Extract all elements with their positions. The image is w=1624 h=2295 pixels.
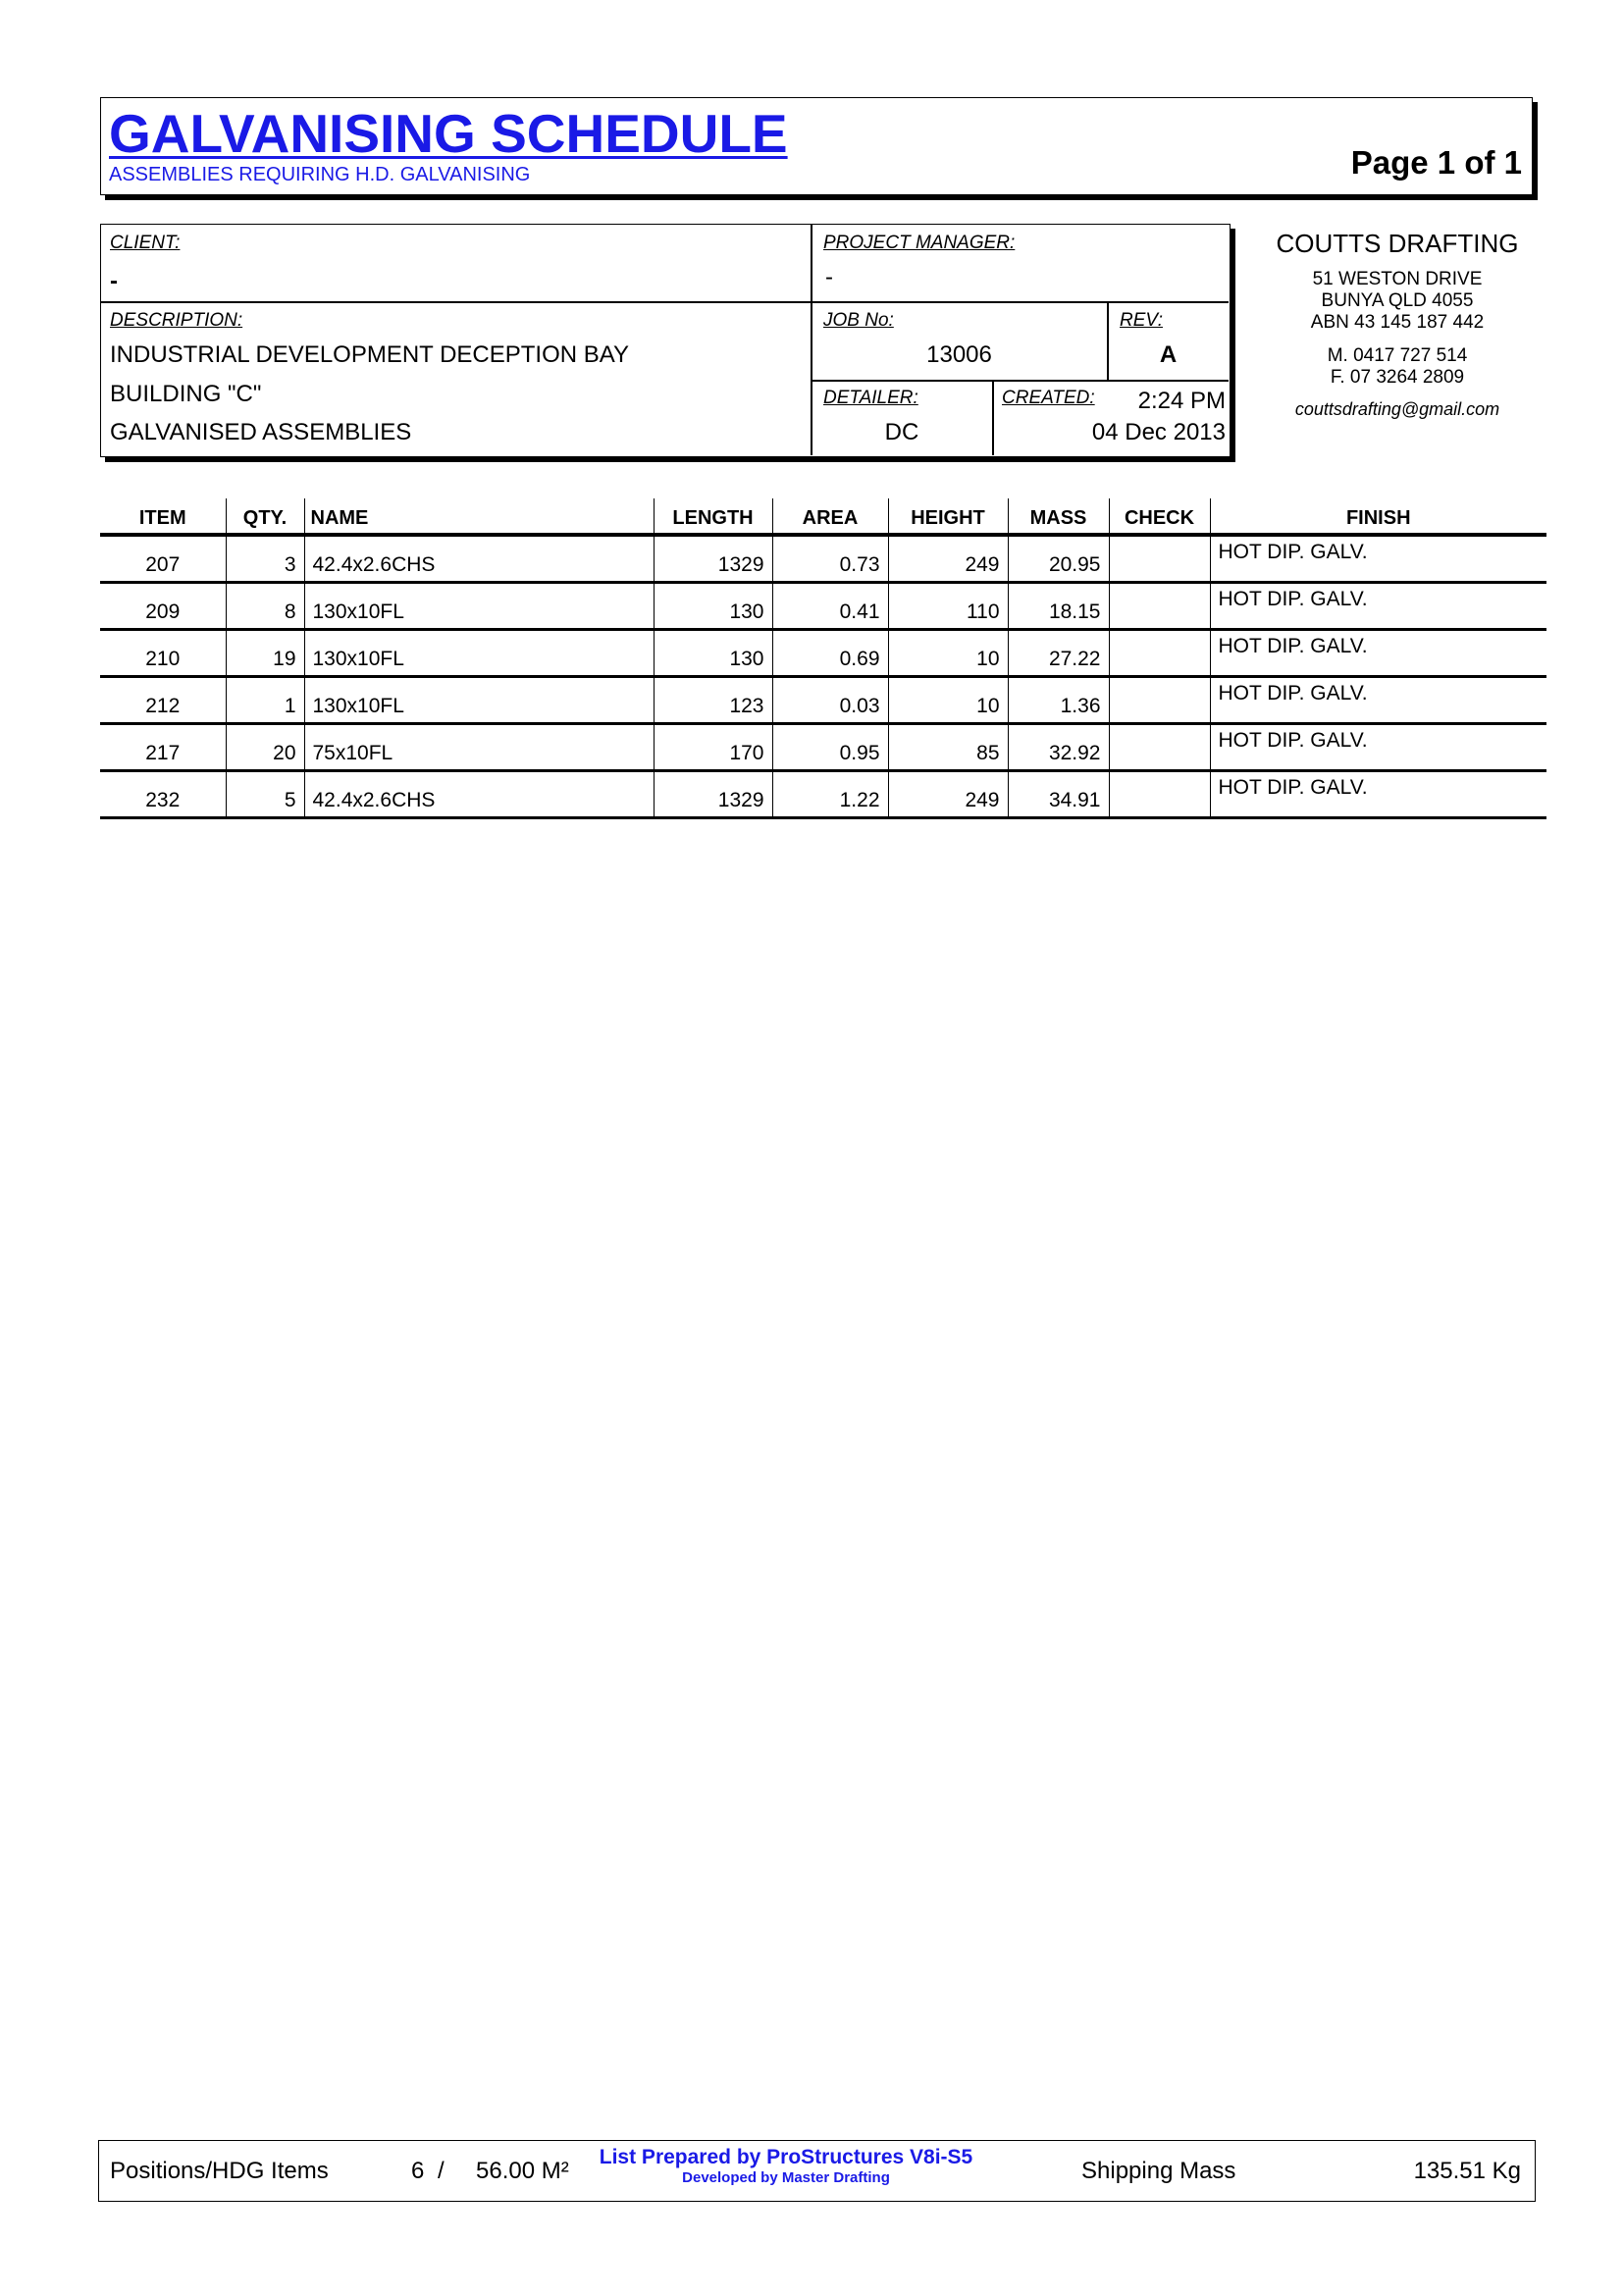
column-header-mass: MASS: [1008, 498, 1109, 535]
galvanising-items-table: [100, 498, 1546, 819]
table-row: [100, 582, 1546, 629]
cell-check[interactable]: [1109, 770, 1210, 817]
cell-qty: 1: [226, 676, 304, 723]
cell-height: 249: [888, 770, 1008, 817]
description-line-3: GALVANISED ASSEMBLIES: [110, 419, 412, 445]
table-header-row: [100, 498, 1546, 535]
cell-mass: 1.36: [1008, 676, 1109, 723]
revision-label: REV:: [1120, 310, 1164, 331]
cell-name: 130x10FL: [304, 582, 654, 629]
title-block: [100, 97, 1533, 195]
cell-mass: 32.92: [1008, 723, 1109, 770]
revision-value: A: [1159, 341, 1178, 368]
created-date: 04 Dec 2013: [1091, 419, 1226, 445]
cell-check[interactable]: [1109, 582, 1210, 629]
cell-length: 130: [654, 629, 772, 676]
cell-height: 249: [888, 535, 1008, 582]
company-email: couttsdrafting@gmail.com: [1294, 399, 1500, 419]
divider: [101, 301, 1229, 303]
cell-qty: 19: [226, 629, 304, 676]
table-row: [100, 629, 1546, 676]
cell-length: 170: [654, 723, 772, 770]
total-area: 56.00 M²: [476, 2158, 569, 2184]
cell-name: 130x10FL: [304, 629, 654, 676]
table-row: [100, 535, 1546, 582]
page-indicator: Page 1 of 1: [1350, 144, 1522, 181]
cell-length: 130: [654, 582, 772, 629]
cell-finish: HOT DIP. GALV.: [1210, 582, 1546, 629]
client-value: -: [110, 268, 118, 294]
cell-check[interactable]: [1109, 723, 1210, 770]
cell-qty: 5: [226, 770, 304, 817]
company-address-2: BUNYA QLD 4055: [1321, 290, 1474, 311]
shipping-mass-label: Shipping Mass: [1081, 2158, 1236, 2184]
cell-area: 0.69: [772, 629, 888, 676]
job-number-label: JOB No:: [823, 310, 894, 331]
cell-check[interactable]: [1109, 629, 1210, 676]
cell-height: 110: [888, 582, 1008, 629]
description-line-1: INDUSTRIAL DEVELOPMENT DECEPTION BAY: [110, 341, 629, 368]
column-header-height: HEIGHT: [888, 498, 1008, 535]
company-abn: ABN 43 145 187 442: [1310, 312, 1485, 333]
cell-area: 0.73: [772, 535, 888, 582]
table-row: [100, 676, 1546, 723]
column-header-qty: QTY.: [226, 498, 304, 535]
positions-count: 6: [411, 2158, 425, 2184]
positions-label: Positions/HDG Items: [110, 2158, 329, 2184]
cell-qty: 20: [226, 723, 304, 770]
cell-finish: HOT DIP. GALV.: [1210, 535, 1546, 582]
column-header-check: CHECK: [1109, 498, 1210, 535]
cell-item: 210: [100, 629, 226, 676]
job-number-value: 13006: [926, 341, 992, 368]
divider: [992, 380, 994, 455]
document-subtitle: ASSEMBLIES REQUIRING H.D. GALVANISING: [109, 164, 531, 185]
client-label: CLIENT:: [110, 233, 181, 253]
cell-mass: 20.95: [1008, 535, 1109, 582]
cell-height: 10: [888, 629, 1008, 676]
document-title: GALVANISING SCHEDULE: [109, 103, 788, 164]
footer-separator: /: [438, 2158, 445, 2184]
project-manager-value: -: [825, 264, 833, 290]
cell-item: 209: [100, 582, 226, 629]
cell-mass: 34.91: [1008, 770, 1109, 817]
cell-item: 217: [100, 723, 226, 770]
cell-finish: HOT DIP. GALV.: [1210, 723, 1546, 770]
table-row: [100, 723, 1546, 770]
cell-finish: HOT DIP. GALV.: [1210, 629, 1546, 676]
table-row: [100, 770, 1546, 817]
cell-mass: 18.15: [1008, 582, 1109, 629]
created-time: 2:24 PM: [1137, 388, 1226, 414]
cell-area: 0.95: [772, 723, 888, 770]
description-line-2: BUILDING "C": [110, 381, 262, 407]
detailer-label: DETAILER:: [823, 388, 918, 408]
cell-height: 85: [888, 723, 1008, 770]
cell-finish: HOT DIP. GALV.: [1210, 676, 1546, 723]
cell-name: 130x10FL: [304, 676, 654, 723]
cell-qty: 8: [226, 582, 304, 629]
divider: [811, 380, 1229, 382]
company-mobile: M. 0417 727 514: [1327, 345, 1468, 366]
detailer-value: DC: [884, 419, 919, 445]
cell-height: 10: [888, 676, 1008, 723]
credit-sub: Developed by Master Drafting: [682, 2169, 890, 2186]
cell-item: 232: [100, 770, 226, 817]
cell-name: 75x10FL: [304, 723, 654, 770]
cell-length: 123: [654, 676, 772, 723]
description-label: DESCRIPTION:: [110, 310, 243, 331]
column-header-area: AREA: [772, 498, 888, 535]
column-header-item: ITEM: [100, 498, 226, 535]
company-address-1: 51 WESTON DRIVE: [1312, 269, 1483, 289]
cell-finish: HOT DIP. GALV.: [1210, 770, 1546, 817]
cell-check[interactable]: [1109, 535, 1210, 582]
company-fax: F. 07 3264 2809: [1330, 367, 1465, 388]
company-details: [1244, 228, 1550, 420]
cell-length: 1329: [654, 770, 772, 817]
shipping-mass-value: 135.51 Kg: [1413, 2158, 1521, 2184]
cell-item: 207: [100, 535, 226, 582]
credit-main: List Prepared by ProStructures V8i-S5: [599, 2146, 973, 2168]
company-name: COUTTS DRAFTING: [1276, 229, 1519, 258]
column-header-finish: FINISH: [1210, 498, 1546, 535]
cell-length: 1329: [654, 535, 772, 582]
cell-name: 42.4x2.6CHS: [304, 770, 654, 817]
column-header-name: NAME: [304, 498, 654, 535]
software-credit: [580, 2146, 992, 2187]
created-label: CREATED:: [1002, 388, 1095, 408]
summary-footer: [98, 2140, 1536, 2202]
cell-qty: 3: [226, 535, 304, 582]
cell-item: 212: [100, 676, 226, 723]
cell-check[interactable]: [1109, 676, 1210, 723]
cell-area: 1.22: [772, 770, 888, 817]
cell-name: 42.4x2.6CHS: [304, 535, 654, 582]
project-info-block: [100, 224, 1231, 457]
cell-area: 0.03: [772, 676, 888, 723]
cell-area: 0.41: [772, 582, 888, 629]
column-header-length: LENGTH: [654, 498, 772, 535]
project-manager-label: PROJECT MANAGER:: [823, 233, 1016, 253]
cell-mass: 27.22: [1008, 629, 1109, 676]
